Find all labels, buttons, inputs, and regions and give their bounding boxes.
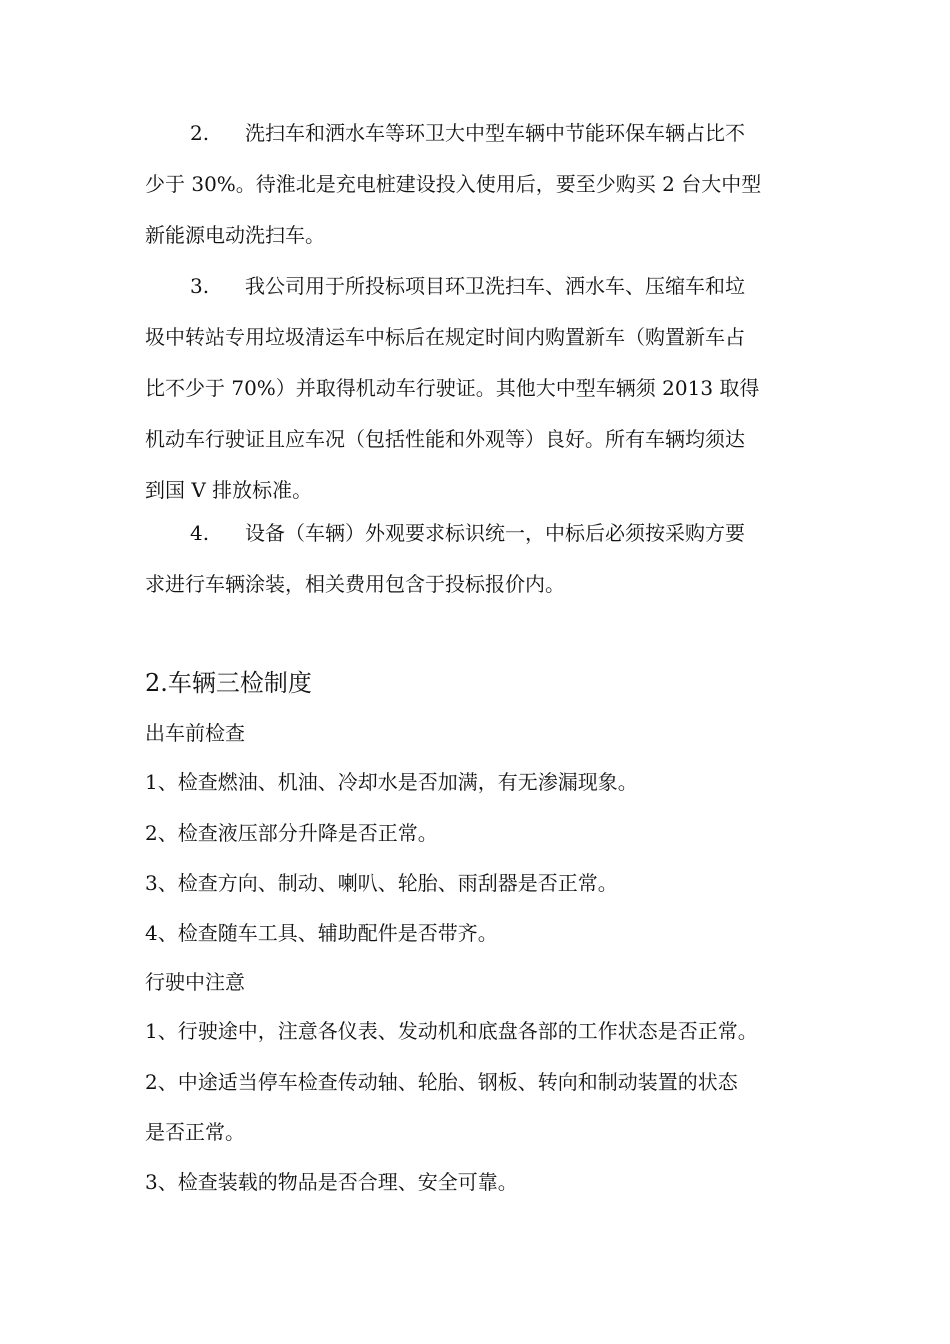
pre-check-item-3: 3、检查方向、制动、喇叭、轮胎、雨刮器是否正常。 [145,871,618,895]
list-item-2-line-3: 新能源电动洗扫车。 [145,223,325,247]
list-item-3-line-2: 圾中转站专用垃圾清运车中标后在规定时间内购置新车（购置新车占 [145,325,745,349]
list-item-2-line-1 [145,108,810,159]
pre-check-label: 出车前检查 [145,721,245,745]
list-item-3-number: 3. [190,274,210,298]
list-item-3-text: 我公司用于所投标项目环卫洗扫车、洒水车、压缩车和垃 [245,274,745,298]
list-item-4-text: 设备（车辆）外观要求标识统一，中标后必须按采购方要 [245,521,745,545]
driving-item-3: 3、检查装载的物品是否合理、安全可靠。 [145,1170,518,1194]
list-item-2-line-2: 少于 30%。待淮北是充电桩建设投入使用后，要至少购买 2 台大中型 [145,172,762,196]
driving-label: 行驶中注意 [145,970,245,994]
list-item-2-number: 2. [190,121,210,145]
pre-check-item-4: 4、检查随车工具、辅助配件是否带齐。 [145,921,498,945]
list-item-3-line-3: 比不少于 70%）并取得机动车行驶证。其他大中型车辆须 2013 取得 [145,376,760,400]
list-item-3-line-5: 到国 V 排放标准。 [145,478,313,502]
driving-item-1: 1、行驶途中，注意各仪表、发动机和底盘各部的工作状态是否正常。 [145,1019,758,1043]
list-item-3 [145,261,810,516]
list-item-4-number: 4. [190,521,210,545]
list-item-2-text: 洗扫车和洒水车等环卫大中型车辆中节能环保车辆占比不 [245,121,745,145]
section-title: 2.车辆三检制度 [145,669,312,697]
list-item-3-line-1 [145,261,810,312]
list-item-4-line-1 [145,508,810,559]
list-item-4 [145,508,810,610]
list-item-4-line-2: 求进行车辆涂装，相关费用包含于投标报价内。 [145,572,565,596]
list-item-3-line-4: 机动车行驶证且应车况（包括性能和外观等）良好。所有车辆均须达 [145,427,745,451]
pre-check-item-2: 2、检查液压部分升降是否正常。 [145,821,438,845]
driving-item-2-continued: 是否正常。 [145,1120,245,1144]
list-item-2 [145,108,810,261]
pre-check-item-1: 1、检查燃油、机油、冷却水是否加满，有无渗漏现象。 [145,770,638,794]
driving-item-2: 2、中途适当停车检查传动轴、轮胎、钢板、转向和制动装置的状态 [145,1070,738,1094]
